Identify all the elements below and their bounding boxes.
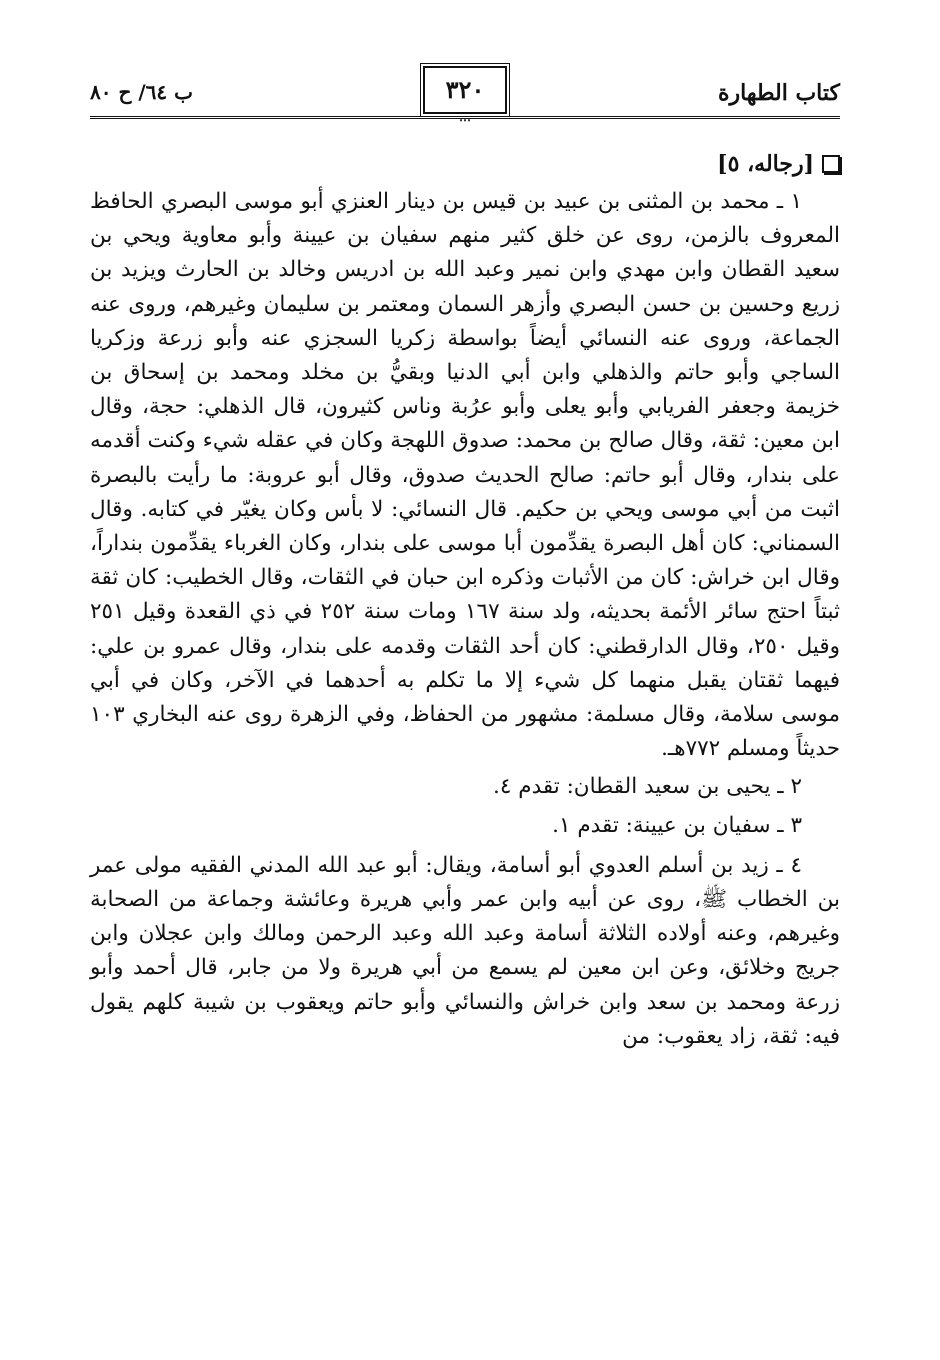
section-title: [رجاله، ٥] <box>717 151 814 177</box>
narrator-entry-4: ٤ ـ زيد بن أسلم العدوي أبو أسامة، ويقال: أبو عبد الله المدني الفقيه مولى عمر بن الخطاب ﷺ، روى عن أبيه وابن عمر وأبي هريرة وعائشة وجماعة من الصحابة وغيرهم، وعنه أولاده الثلاثة أسامة وعبد الله وعبد الرحمن ومالك وابن عجلان وابن جريج وخلائق، وعن ابن معين لم يسمع من أبي هريرة ولا من جابر، قال أحمد وأبو زرعة ومحمد بن سعد وابن خراش والنسائي وأبو حاتم ويعقوب بن شيبة كلهم يقول فيه: ثقة، زاد يعقوب: من <box>90 852 840 1049</box>
square-box-icon <box>822 155 840 173</box>
narrator-entry-3: ٣ ـ سفيان بن عيينة: تقدم ١. <box>552 812 802 838</box>
section-heading <box>90 147 840 181</box>
narrator-entry-1: ١ ـ محمد بن المثنى بن عبيد بن قيس بن دينار العنزي أبو موسى البصري الحافظ المعروف بالزمن، روى عن خلق كثير منهم سفيان بن عيينة وأبو معاوية ويحي بن سعيد القطان وابن مهدي وابن نمير وعبد الله بن ادريس وخالد بن الحارث ويزيد بن زريع وحسين بن حسن البصري وأزهر السمان ومعتمر بن سليمان وغيرهم، وروى عنه الجماعة، وروى عنه النسائي أيضاً بواسطة زكريا السجزي عنه وأبو زرعة وزكريا الساجي وأبو حاتم والذهلي وابن أبي الدنيا وبقيُّ بن مخلد ومحمد بن إسحاق بن خزيمة وجعفر الفريابي وأبو يعلى وأبو عرُبة وناس كثيرون، قال الذهلي: حجة، وقال ابن معين: ثقة، وقال صالح بن محمد: صدوق اللهجة وكان في عقله شيء وكنت أقدمه على بندار، وقال أبو حاتم: صالح الحديث صدوق، وقال أبو عروبة: ما رأيت بالبصرة اثبت من أبي موسى ويحي بن حكيم. قال النسائي: لا بأس وكان يغيّر في كتابه. وقال السمناني: كان أهل البصرة يقدِّمون أبا موسى على بندار، وكان الغرباء يقدِّمون بنداراً، وقال ابن خراش: كان من الأثبات وذكره ابن حبان في الثقات، وقال الخطيب: كان ثقة ثبتاً احتج سائر الأئمة بحديثه، ولد سنة ١٦٧ ومات سنة ٢٥٢ في ذي القعدة وقيل ٢٥١ وقيل ٢٥٠، وقال الدارقطني: كان أحد الثقات وقدمه على بندار، وقال عمرو بن علي: فيهما ثقتان يقبل منهما كل شيء إلا ما تكلم به أحدهما في الآخر، وكان في أبي موسى سلامة، وقال مسلمة: مشهور من الحفاظ، وفي الزهرة روى عنه البخاري ١٠٣ حديثاً ومسلم ٧٧٢هـ. <box>90 189 840 762</box>
narrator-entry-2: ٢ ـ يحيى بن سعيد القطان: تقدم ٤. <box>493 774 802 800</box>
book-page <box>90 60 840 1310</box>
running-header <box>90 60 840 127</box>
page-number-frame <box>423 66 507 127</box>
book-title: كتاب الطهارة <box>717 80 840 106</box>
chapter-reference: ب ٦٤/ ح ٨٠ <box>90 80 193 104</box>
page-number: ٣٢٠ <box>445 75 485 104</box>
ornament-dots-icon: ⋯ <box>459 113 471 127</box>
